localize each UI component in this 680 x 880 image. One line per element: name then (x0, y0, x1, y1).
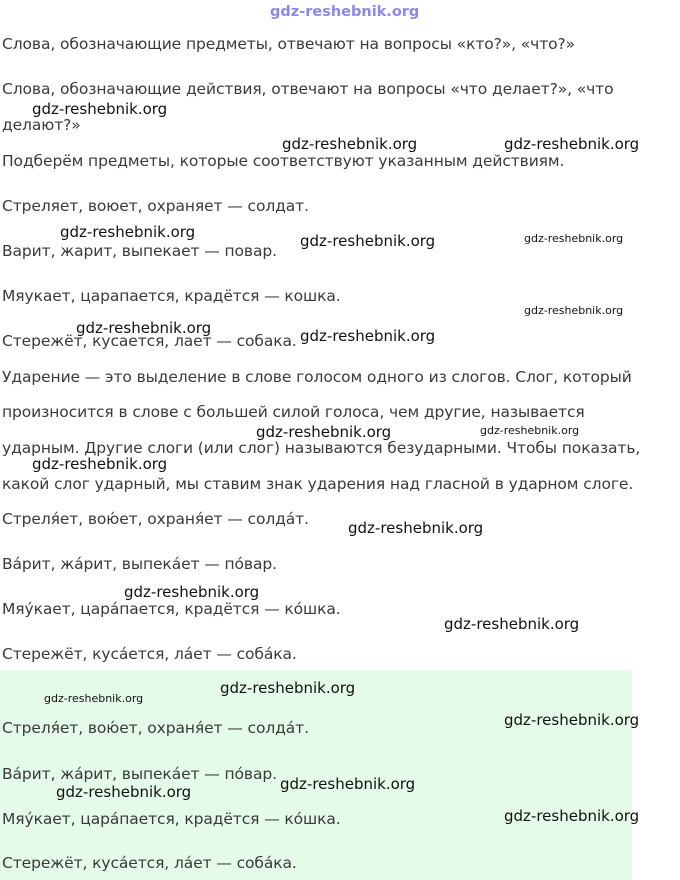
watermark-text: gdz-reshebnik.org (444, 615, 580, 633)
text-line: Стережёт, кусается, лает — собака. (2, 332, 297, 350)
watermark-text: gdz-reshebnik.org (124, 583, 260, 601)
watermark-text: gdz-reshebnik.org (300, 232, 436, 250)
text-line: Стреляет, воюет, охраняет — солдат. (2, 197, 309, 215)
watermark-text: gdz-reshebnik.org (300, 327, 436, 345)
watermark-text: gdz-reshebnik.org (280, 775, 416, 793)
watermark-text: gdz-reshebnik.org (504, 135, 640, 153)
watermark-text: gdz-reshebnik.org (348, 519, 484, 537)
text-line: Стережёт, куса́ется, ла́ет — соба́ка. (2, 645, 297, 663)
text-line: Ва́рит, жа́рит, выпека́ет — по́вар. (2, 555, 277, 573)
text-line: Подберём предметы, которые соответствуют указанным действиям. (2, 152, 565, 170)
text-line: Стреля́ет, вою́ет, охраня́ет — солда́т. (2, 510, 309, 528)
watermark-text: gdz-reshebnik.org (504, 807, 640, 825)
watermark-text: gdz-reshebnik.org (524, 232, 624, 245)
watermark-text: gdz-reshebnik.org (32, 100, 168, 118)
watermark-text: gdz-reshebnik.org (44, 692, 144, 705)
text-line: Варит, жарит, выпекает — повар. (2, 242, 277, 260)
watermark-text: gdz-reshebnik.org (270, 4, 420, 20)
watermark-text: gdz-reshebnik.org (76, 319, 212, 337)
text-line: Слова, обозначающие действия, отвечают на вопросы «что делает?», «что (2, 80, 614, 98)
watermark-text: gdz-reshebnik.org (480, 424, 580, 437)
watermark-text: gdz-reshebnik.org (282, 135, 418, 153)
text-line: какой слог ударный, мы ставим знак ударения над гласной в ударном слоге. (2, 475, 634, 493)
watermark-text: gdz-reshebnik.org (32, 455, 168, 473)
text-line: Ударение — это выделение в слове голосом одного из слогов. Слог, который (2, 368, 632, 386)
text-line: Стреля́ет, вою́ет, охраня́ет — солда́т. (2, 719, 309, 737)
watermark-text: gdz-reshebnik.org (56, 783, 192, 801)
watermark-text: gdz-reshebnik.org (256, 423, 392, 441)
text-line: произносится в слове с большей силой голоса, чем другие, называется (2, 403, 585, 421)
text-line: Слова, обозначающие предметы, отвечают на вопросы «кто?», «что?» (2, 35, 576, 53)
text-line: Стережёт, куса́ется, ла́ет — соба́ка. (2, 854, 297, 872)
text-line: Мяу́кает, цара́пается, крадётся — ко́шка. (2, 810, 341, 828)
text-line: делают?» (2, 116, 81, 134)
text-line: Мяу́кает, цара́пается, крадётся — ко́шка. (2, 600, 341, 618)
text-line: ударным. Другие слоги (или слог) называются безударными. Чтобы показать, (2, 439, 641, 457)
watermark-text: gdz-reshebnik.org (220, 679, 356, 697)
watermark-text: gdz-reshebnik.org (524, 304, 624, 317)
watermark-text: gdz-reshebnik.org (60, 223, 196, 241)
text-line: Мяукает, царапается, крадётся — кошка. (2, 287, 341, 305)
text-line: Ва́рит, жа́рит, выпека́ет — по́вар. (2, 765, 277, 783)
watermark-text: gdz-reshebnik.org (504, 711, 640, 729)
